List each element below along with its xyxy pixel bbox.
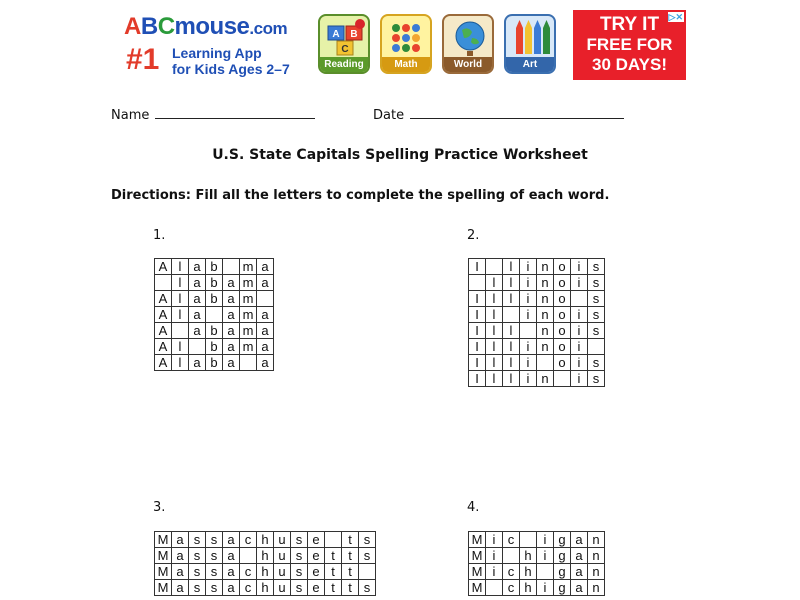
grid-row — [469, 259, 605, 275]
letter-cell: e — [308, 580, 325, 596]
puzzle-grid-michigan — [468, 531, 605, 596]
letter-cell: i — [520, 355, 537, 371]
blank-letter-cell[interactable] — [588, 339, 605, 355]
grid-row — [155, 259, 274, 275]
letter-cell: b — [206, 355, 223, 371]
tile-art[interactable]: Art — [504, 14, 556, 74]
letter-cell: i — [486, 548, 503, 564]
letter-cell: b — [206, 275, 223, 291]
letter-cell: i — [571, 371, 588, 387]
letter-cell: l — [172, 291, 189, 307]
letter-cell: s — [588, 371, 605, 387]
letter-cell: s — [359, 532, 376, 548]
grid-row — [155, 291, 274, 307]
letter-cell: a — [223, 307, 240, 323]
worksheet-title: U.S. State Capitals Spelling Practice Worksheet — [212, 147, 588, 163]
globe-icon — [444, 16, 494, 60]
letter-cell: A — [155, 339, 172, 355]
grid-row — [155, 548, 376, 564]
letter-cell: M — [155, 580, 172, 596]
letter-cell: s — [291, 532, 308, 548]
letter-cell: a — [257, 259, 274, 275]
letter-cell: s — [588, 307, 605, 323]
letter-cell: l — [486, 291, 503, 307]
letter-cell: a — [257, 339, 274, 355]
letter-cell: l — [486, 371, 503, 387]
name-label: Name — [111, 108, 150, 123]
letter-cell: g — [554, 548, 571, 564]
letter-cell: u — [274, 548, 291, 564]
letter-cell: s — [588, 291, 605, 307]
letter-cell: s — [206, 532, 223, 548]
letter-cell: s — [588, 259, 605, 275]
puzzle-number: 1. — [153, 228, 166, 243]
letter-cell: a — [223, 355, 240, 371]
letter-cell: a — [257, 275, 274, 291]
puzzle-number: 3. — [153, 500, 166, 515]
letter-cell: I — [469, 259, 486, 275]
blank-letter-cell[interactable] — [503, 548, 520, 564]
letter-cell: a — [223, 564, 240, 580]
blank-letter-cell[interactable] — [359, 564, 376, 580]
letter-cell: h — [520, 564, 537, 580]
tile-world[interactable]: World — [442, 14, 494, 74]
letter-cell: t — [342, 532, 359, 548]
letter-cell: o — [554, 275, 571, 291]
letter-cell: a — [571, 580, 588, 596]
grid-row — [469, 371, 605, 387]
grid-row — [155, 339, 274, 355]
letter-cell: i — [537, 580, 554, 596]
crayons-icon — [506, 16, 556, 60]
letter-cell: a — [223, 532, 240, 548]
letter-cell: t — [342, 580, 359, 596]
letter-cell: i — [571, 323, 588, 339]
letter-cell: I — [469, 323, 486, 339]
letter-cell: M — [155, 548, 172, 564]
puzzle-grid-illinois — [468, 258, 605, 387]
grid-row — [155, 532, 376, 548]
letter-cell: a — [571, 564, 588, 580]
blank-letter-cell[interactable] — [554, 371, 571, 387]
blank-letter-cell[interactable] — [155, 275, 172, 291]
letter-cell: s — [588, 275, 605, 291]
letter-cell: M — [155, 564, 172, 580]
tile-reading[interactable]: A B C Reading — [318, 14, 370, 74]
letter-cell: g — [554, 580, 571, 596]
grid-row — [469, 275, 605, 291]
blank-letter-cell[interactable] — [223, 259, 240, 275]
letter-cell: n — [537, 275, 554, 291]
letter-cell: i — [571, 307, 588, 323]
letter-cell: l — [503, 371, 520, 387]
letter-cell: b — [206, 291, 223, 307]
letter-cell: s — [359, 548, 376, 564]
date-field[interactable] — [373, 106, 624, 123]
letter-cell: I — [469, 371, 486, 387]
letter-cell: a — [571, 548, 588, 564]
grid-row — [469, 532, 605, 548]
letter-cell: a — [223, 323, 240, 339]
letter-cell: a — [189, 355, 206, 371]
letter-cell: c — [503, 564, 520, 580]
letter-cell: I — [469, 307, 486, 323]
letter-cell: a — [257, 355, 274, 371]
letter-cell: l — [503, 291, 520, 307]
ad-close-icon[interactable]: ▷✕ — [668, 12, 683, 22]
blank-letter-cell[interactable] — [537, 355, 554, 371]
letter-cell: i — [486, 532, 503, 548]
letter-cell: i — [520, 339, 537, 355]
blank-letter-cell[interactable] — [520, 323, 537, 339]
svg-text:B: B — [350, 29, 358, 40]
letter-cell: m — [240, 259, 257, 275]
grid-row — [469, 291, 605, 307]
letter-cell: c — [240, 532, 257, 548]
letter-cell: l — [172, 355, 189, 371]
svg-text:A: A — [332, 29, 340, 40]
letter-cell: a — [223, 291, 240, 307]
letter-cell: s — [189, 548, 206, 564]
tile-math[interactable]: Math — [380, 14, 432, 74]
blank-letter-cell[interactable] — [520, 532, 537, 548]
tagline: Learning App for Kids Ages 2–7 — [172, 45, 290, 77]
letter-cell: u — [274, 580, 291, 596]
letter-cell: A — [155, 323, 172, 339]
letter-cell: a — [223, 339, 240, 355]
blank-letter-cell[interactable] — [206, 307, 223, 323]
name-line[interactable] — [155, 106, 315, 119]
letter-cell: i — [520, 291, 537, 307]
letter-cell: i — [571, 339, 588, 355]
letter-cell: I — [469, 339, 486, 355]
letter-cell: u — [274, 564, 291, 580]
letter-cell: l — [486, 275, 503, 291]
letter-cell: s — [206, 564, 223, 580]
letter-cell: s — [206, 548, 223, 564]
letter-cell: l — [503, 275, 520, 291]
letter-cell: I — [469, 291, 486, 307]
letter-cell: o — [554, 323, 571, 339]
letter-cell: c — [503, 532, 520, 548]
grid-row — [155, 580, 376, 596]
grid-row — [155, 564, 376, 580]
letter-cell: a — [189, 291, 206, 307]
letter-cell: c — [240, 564, 257, 580]
letter-cell: I — [469, 355, 486, 371]
letter-cell: M — [469, 564, 486, 580]
grid-row — [469, 323, 605, 339]
letter-cell: m — [240, 323, 257, 339]
letter-cell: b — [206, 259, 223, 275]
brand-name: ABCmouse.com — [124, 13, 288, 40]
letter-cell: o — [554, 259, 571, 275]
letter-cell: l — [503, 355, 520, 371]
letter-cell: n — [588, 532, 605, 548]
letter-cell: s — [189, 564, 206, 580]
letter-cell: n — [588, 564, 605, 580]
letter-cell: s — [291, 580, 308, 596]
letter-cell: m — [240, 275, 257, 291]
letter-cell: l — [486, 355, 503, 371]
letter-cell: l — [172, 259, 189, 275]
letter-cell: M — [469, 548, 486, 564]
letter-cell: o — [554, 339, 571, 355]
grid-row — [469, 355, 605, 371]
letter-cell: h — [520, 548, 537, 564]
letter-cell: s — [206, 580, 223, 596]
letter-cell: t — [342, 564, 359, 580]
letter-cell: o — [554, 307, 571, 323]
puzzle-number: 2. — [467, 228, 480, 243]
letter-cell: b — [206, 339, 223, 355]
letter-cell: e — [308, 548, 325, 564]
letter-cell: a — [172, 564, 189, 580]
letter-cell: m — [240, 339, 257, 355]
letter-cell: s — [359, 580, 376, 596]
letter-cell: i — [537, 532, 554, 548]
letter-cell: n — [537, 323, 554, 339]
letter-cell: g — [554, 532, 571, 548]
letter-cell: A — [155, 259, 172, 275]
letter-cell: a — [223, 580, 240, 596]
letter-cell: i — [571, 355, 588, 371]
letter-cell: n — [537, 259, 554, 275]
letter-cell: M — [469, 532, 486, 548]
letter-cell: a — [172, 548, 189, 564]
letter-cell: h — [257, 548, 274, 564]
letter-cell: o — [554, 291, 571, 307]
letter-cell: a — [189, 307, 206, 323]
blank-letter-cell[interactable] — [240, 355, 257, 371]
letter-cell: c — [240, 580, 257, 596]
grid-row — [155, 355, 274, 371]
letter-cell: a — [189, 259, 206, 275]
letter-cell: a — [223, 548, 240, 564]
letter-cell: o — [554, 355, 571, 371]
letter-cell: s — [189, 580, 206, 596]
letter-cell: l — [503, 339, 520, 355]
abacus-icon — [382, 16, 432, 60]
letter-cell: t — [325, 580, 342, 596]
blank-letter-cell[interactable] — [503, 307, 520, 323]
letter-cell: e — [308, 532, 325, 548]
try-free-button[interactable]: TRY IT FREE FOR 30 DAYS! ▷✕ — [573, 10, 686, 80]
letter-cell: i — [520, 307, 537, 323]
letter-cell: M — [469, 580, 486, 596]
blank-letter-cell[interactable] — [172, 323, 189, 339]
rank-badge: #1 — [126, 43, 160, 76]
letter-cell: l — [172, 307, 189, 323]
letter-cell: a — [223, 275, 240, 291]
letter-cell: u — [274, 532, 291, 548]
letter-cell: n — [588, 548, 605, 564]
grid-row — [155, 307, 274, 323]
letter-cell: i — [571, 275, 588, 291]
blank-letter-cell[interactable] — [189, 339, 206, 355]
letter-cell: e — [308, 564, 325, 580]
letter-cell: i — [520, 275, 537, 291]
letter-cell: s — [291, 548, 308, 564]
letter-cell: s — [189, 532, 206, 548]
letter-cell: l — [486, 323, 503, 339]
letter-cell: h — [257, 564, 274, 580]
letter-cell: h — [257, 532, 274, 548]
letter-cell: m — [240, 307, 257, 323]
letter-cell: l — [503, 259, 520, 275]
letter-cell: b — [206, 323, 223, 339]
letter-cell: c — [503, 580, 520, 596]
letter-cell: i — [520, 259, 537, 275]
letter-cell: l — [172, 275, 189, 291]
letter-cell: h — [520, 580, 537, 596]
letter-cell: n — [588, 580, 605, 596]
letter-cell: a — [571, 532, 588, 548]
letter-cell: l — [172, 339, 189, 355]
blank-letter-cell[interactable] — [325, 532, 342, 548]
letter-cell: i — [537, 548, 554, 564]
letter-cell: a — [257, 307, 274, 323]
letter-cell: i — [520, 371, 537, 387]
grid-row — [469, 307, 605, 323]
letter-cell: A — [155, 355, 172, 371]
grid-row — [469, 548, 605, 564]
letter-cell: t — [325, 564, 342, 580]
date-line[interactable] — [410, 106, 624, 119]
date-label: Date — [373, 108, 405, 123]
directions: Directions: Fill all the letters to complete the spelling of each word. — [111, 188, 610, 203]
letter-cell: l — [486, 307, 503, 323]
blank-letter-cell[interactable] — [469, 275, 486, 291]
letter-cell: t — [325, 548, 342, 564]
letter-cell: M — [155, 532, 172, 548]
abcmouse-logo[interactable] — [118, 11, 314, 79]
letter-cell: s — [291, 564, 308, 580]
letter-cell: a — [172, 532, 189, 548]
name-field[interactable] — [111, 106, 315, 123]
letter-cell: n — [537, 339, 554, 355]
letter-cell: A — [155, 291, 172, 307]
letter-cell: a — [189, 323, 206, 339]
letter-cell: i — [486, 564, 503, 580]
blank-letter-cell[interactable] — [537, 564, 554, 580]
letter-cell: n — [537, 291, 554, 307]
grid-row — [469, 580, 605, 596]
blank-letter-cell[interactable] — [486, 580, 503, 596]
letter-cell: s — [588, 323, 605, 339]
blank-letter-cell[interactable] — [240, 548, 257, 564]
letter-cell: s — [588, 355, 605, 371]
letter-cell: l — [486, 339, 503, 355]
puzzle-grid-alabama — [154, 258, 274, 371]
letter-cell: g — [554, 564, 571, 580]
grid-row — [155, 323, 274, 339]
blank-letter-cell[interactable] — [257, 291, 274, 307]
grid-row — [469, 564, 605, 580]
letter-cell: t — [342, 548, 359, 564]
letter-cell: a — [189, 275, 206, 291]
letter-cell: a — [257, 323, 274, 339]
grid-row — [155, 275, 274, 291]
abc-blocks-icon — [320, 16, 370, 60]
letter-cell: A — [155, 307, 172, 323]
letter-cell: i — [571, 259, 588, 275]
blank-letter-cell[interactable] — [486, 259, 503, 275]
blank-letter-cell[interactable] — [571, 291, 588, 307]
puzzle-grid-massachusetts — [154, 531, 376, 596]
puzzle-number: 4. — [467, 500, 480, 515]
letter-cell: a — [172, 580, 189, 596]
svg-text:C: C — [341, 44, 349, 55]
grid-row — [469, 339, 605, 355]
letter-cell: h — [257, 580, 274, 596]
letter-cell: n — [537, 371, 554, 387]
ad-banner[interactable] — [114, 9, 686, 81]
letter-cell: m — [240, 291, 257, 307]
letter-cell: n — [537, 307, 554, 323]
letter-cell: l — [503, 323, 520, 339]
